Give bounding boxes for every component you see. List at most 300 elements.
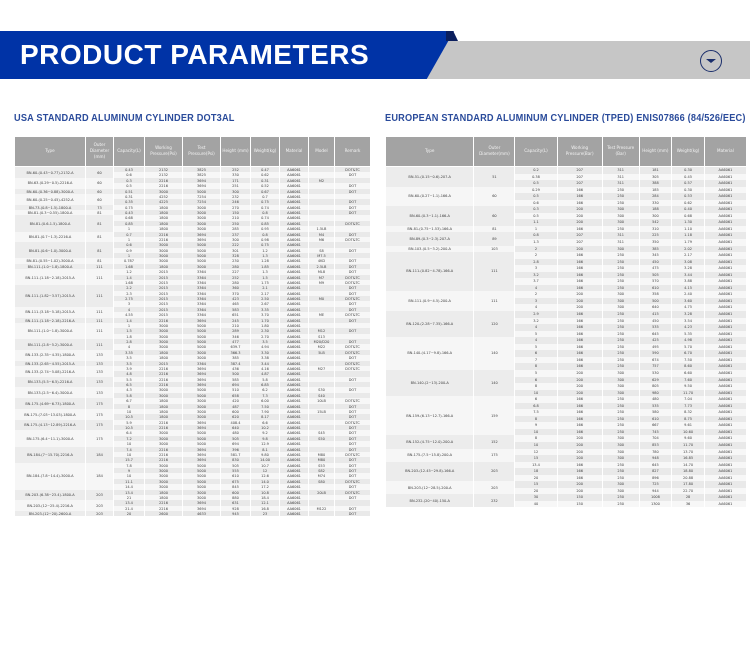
cell-value: 9.50 bbox=[672, 383, 705, 390]
cell-value: 3364 bbox=[183, 307, 221, 312]
cell-value: AA6061 bbox=[280, 215, 309, 220]
column-header: Outer Diameter(mm) bbox=[474, 137, 515, 167]
cell-value: 3000 bbox=[145, 479, 183, 484]
cell-value: 5000 bbox=[183, 484, 221, 489]
cell-value: 13.4 bbox=[515, 462, 557, 469]
cell-value: 171 bbox=[221, 178, 251, 183]
cell-value: S82 bbox=[309, 468, 335, 473]
cell-value: 3000 bbox=[145, 387, 183, 392]
cell-value: DOT bbox=[335, 189, 371, 194]
cell-value: 3694 bbox=[183, 377, 221, 382]
outer-diameter: 133 bbox=[86, 361, 114, 366]
cell-value: 200 bbox=[557, 304, 602, 311]
outer-diameter: 111 bbox=[86, 323, 114, 339]
cell-value: 4.94 bbox=[251, 344, 280, 349]
cell-value: AA6061 bbox=[280, 285, 309, 290]
cell-value: 5 bbox=[515, 344, 557, 351]
cell-value: AA6061 bbox=[280, 280, 309, 285]
cell-value: 2216 bbox=[145, 506, 183, 511]
cell-value: 237 bbox=[221, 232, 251, 237]
cell-value: AA6061 bbox=[704, 193, 746, 200]
cell-value: 166 bbox=[557, 193, 602, 200]
cell-value: 0.62 bbox=[672, 200, 705, 207]
cell-value: 5 bbox=[515, 331, 557, 338]
cell-value: 610 bbox=[221, 473, 251, 478]
cell-value: 3.30 bbox=[251, 350, 280, 355]
cell-value: 210 bbox=[221, 215, 251, 220]
cell-value: 3694 bbox=[183, 366, 221, 371]
cell-value: 250 bbox=[221, 221, 251, 226]
cell-value: 270 bbox=[221, 205, 251, 210]
cell-value: 1.18 bbox=[672, 232, 705, 239]
cell-value: 300 bbox=[602, 435, 639, 442]
cell-value: AA6061 bbox=[280, 307, 309, 312]
cell-value: AA6061 bbox=[280, 323, 309, 328]
cell-value: 2 bbox=[515, 291, 557, 298]
cell-value: 3694 bbox=[183, 183, 221, 188]
cell-value: 250 bbox=[602, 272, 639, 279]
cell-value: 7 bbox=[515, 357, 557, 364]
cell-value: 166 bbox=[557, 272, 602, 279]
cell-value: 207 bbox=[557, 174, 602, 181]
cell-value: 757 bbox=[639, 363, 672, 370]
cell-value: 5LB bbox=[309, 350, 335, 355]
cell-value: 36 bbox=[672, 501, 705, 508]
cell-value: 2216 bbox=[145, 366, 183, 371]
cell-value: AA6061 bbox=[280, 441, 309, 446]
cell-value: 2216 bbox=[145, 452, 183, 457]
cell-value: 200 bbox=[557, 370, 602, 377]
cell-value: 181 bbox=[639, 167, 672, 174]
cell-value: 3000 bbox=[183, 350, 221, 355]
cell-value: AA6061 bbox=[704, 311, 746, 318]
cell-value: 3.38 bbox=[251, 355, 280, 360]
cell-value: 207 bbox=[557, 239, 602, 246]
cell-value: 7254 bbox=[183, 199, 221, 204]
cell-value: 2015 bbox=[145, 291, 183, 296]
cell-value: AA6061 bbox=[704, 396, 746, 403]
cell-value: 0.68 bbox=[672, 213, 705, 220]
cell-value: 12.9 bbox=[251, 441, 280, 446]
cell-value: 5.9 bbox=[114, 420, 145, 425]
cell-value: 10.60 bbox=[672, 429, 705, 436]
outer-diameter: 81 bbox=[86, 210, 114, 215]
cell-value: 200 bbox=[557, 298, 602, 305]
cell-value: 300 bbox=[602, 455, 639, 462]
cell-value: DOT bbox=[335, 269, 371, 274]
cell-value: 250 bbox=[602, 226, 639, 233]
usa-section-title: USA STANDARD ALUMINUM CYLINDER DOT3AL bbox=[14, 113, 235, 124]
cell-value: 896 bbox=[639, 475, 672, 482]
cell-value: AA6061 bbox=[280, 291, 309, 296]
cell-value: 1800 bbox=[145, 226, 183, 231]
eu-table-header bbox=[386, 137, 747, 167]
cell-value: 7.4 bbox=[114, 447, 145, 452]
cell-value: 505 bbox=[221, 436, 251, 441]
cell-value: AA6061 bbox=[280, 436, 309, 441]
cell-value: AA6061 bbox=[280, 425, 309, 430]
cylinder-type: BN-140-(4.17~9.8)-166-A bbox=[386, 337, 474, 370]
cell-value: 500 bbox=[639, 298, 672, 305]
cell-value: DOT bbox=[335, 285, 371, 290]
cell-value: AA6061 bbox=[280, 167, 309, 173]
cell-value: 505 bbox=[639, 272, 672, 279]
cell-value: 6.85 bbox=[251, 382, 280, 387]
cell-value: 2216 bbox=[145, 457, 183, 462]
column-header: Model bbox=[309, 137, 335, 167]
cell-value: AA6061 bbox=[280, 420, 309, 425]
cell-value: 250 bbox=[602, 324, 639, 331]
cell-value: 17.80 bbox=[672, 481, 705, 488]
outer-diameter: 81 bbox=[86, 242, 114, 258]
cell-value: 300 bbox=[602, 206, 639, 213]
cell-value: 639.7 bbox=[221, 344, 251, 349]
cell-value: 5000 bbox=[183, 436, 221, 441]
cell-value: 6 bbox=[515, 396, 557, 403]
cell-value: AA6061 bbox=[704, 187, 746, 194]
cell-value: 3.9 bbox=[114, 366, 145, 371]
usa-table-header bbox=[15, 137, 371, 167]
cell-value: 246 bbox=[221, 199, 251, 204]
outer-diameter: 140 bbox=[474, 370, 515, 396]
cell-value: 0.75 bbox=[251, 242, 280, 247]
chevron-down-circle-icon[interactable] bbox=[700, 50, 722, 72]
cylinder-type: BN-60-(0.25~0.45)-4252-A bbox=[15, 194, 86, 205]
cell-value: 3364 bbox=[183, 285, 221, 290]
cell-value: 250 bbox=[602, 187, 639, 194]
cell-value: 0.7 bbox=[114, 232, 145, 237]
cell-value: 250 bbox=[602, 350, 639, 357]
cell-value: 3000 bbox=[145, 344, 183, 349]
cell-value: 2.02 bbox=[672, 246, 705, 253]
outer-diameter: 111 bbox=[474, 252, 515, 291]
cell-value: 5.70 bbox=[672, 344, 705, 351]
cell-value: 3364 bbox=[183, 312, 221, 317]
cell-value: 3000 bbox=[183, 226, 221, 231]
cell-value: AA6061 bbox=[704, 435, 746, 442]
cylinder-type: BN-133-(2.5~6.4)-3000-A bbox=[15, 387, 86, 398]
cell-value: 166 bbox=[557, 403, 602, 410]
cell-value: AA6061 bbox=[280, 404, 309, 409]
cell-value: 250 bbox=[602, 468, 639, 475]
cell-value: 300 bbox=[221, 189, 251, 194]
cell-value: 583 bbox=[221, 307, 251, 312]
outer-diameter: 232 bbox=[474, 494, 515, 507]
cell-value: 0.68 bbox=[114, 215, 145, 220]
cell-value: 7.2 bbox=[114, 436, 145, 441]
cell-value: 200 bbox=[557, 206, 602, 213]
cell-value: 10 bbox=[515, 429, 557, 436]
cell-value: 2015 bbox=[145, 296, 183, 301]
cell-value: 200 bbox=[557, 488, 602, 495]
cell-value: 311 bbox=[602, 174, 639, 181]
cell-value: 14.0 bbox=[251, 479, 280, 484]
cell-value: 5000 bbox=[183, 242, 221, 247]
table-row bbox=[386, 167, 747, 174]
cell-value: 8.32 bbox=[672, 409, 705, 416]
column-header: Test Pressure (Bar) bbox=[602, 137, 639, 167]
cell-value: 18.4 bbox=[251, 495, 280, 500]
cell-value: 250 bbox=[602, 252, 639, 259]
cell-value: 300 bbox=[639, 213, 672, 220]
cell-value: 928 bbox=[221, 506, 251, 511]
cell-value: DOT bbox=[335, 183, 371, 188]
cell-value: 1.8 bbox=[114, 334, 145, 339]
column-header: Type bbox=[15, 137, 86, 167]
cell-value: 408.4 bbox=[221, 420, 251, 425]
cell-value: 3000 bbox=[183, 221, 221, 226]
cell-value: 5000 bbox=[183, 344, 221, 349]
outer-diameter: 175 bbox=[86, 409, 114, 420]
cell-value: 3000 bbox=[183, 355, 221, 360]
cell-value: 7.60 bbox=[672, 377, 705, 384]
cell-value: 20 bbox=[114, 511, 145, 516]
cell-value: AA6061 bbox=[280, 500, 309, 505]
cell-value: S53 bbox=[309, 463, 335, 468]
cell-value: 3364 bbox=[183, 301, 221, 306]
cell-value: 2216 bbox=[145, 382, 183, 387]
cell-value: 3.28 bbox=[672, 311, 705, 318]
cell-value: 1.5 bbox=[251, 275, 280, 280]
cell-value: 12 bbox=[251, 468, 280, 473]
cell-value: 166 bbox=[557, 416, 602, 423]
cell-value: 310 bbox=[639, 226, 672, 233]
cell-value: AA6061 bbox=[704, 416, 746, 423]
cell-value: 500 bbox=[221, 371, 251, 376]
cell-value: 4.23 bbox=[672, 324, 705, 331]
cell-value: 166 bbox=[557, 344, 602, 351]
cell-value: AA6061 bbox=[704, 239, 746, 246]
cell-value: 10 bbox=[114, 441, 145, 446]
cell-value: 0.40 bbox=[672, 206, 705, 213]
cell-value: 4.15 bbox=[672, 285, 705, 292]
cell-value: 3.54 bbox=[672, 318, 705, 325]
cell-value: 166 bbox=[557, 396, 602, 403]
cell-value: 3.35 bbox=[251, 307, 280, 312]
cell-value: 6.00 bbox=[251, 398, 280, 403]
cell-value: 166 bbox=[557, 259, 602, 266]
cell-value: 2216 bbox=[145, 183, 183, 188]
cell-value: 0.85 bbox=[114, 221, 145, 226]
cell-value: AA6061 bbox=[704, 331, 746, 338]
cell-value: DOT bbox=[335, 301, 371, 306]
outer-diameter: 111 bbox=[86, 307, 114, 318]
cell-value: 3.35 bbox=[114, 350, 145, 355]
cell-value: AA6061 bbox=[280, 275, 309, 280]
cell-value: 3.2 bbox=[515, 318, 557, 325]
cell-value: 2216 bbox=[145, 500, 183, 505]
section-banner bbox=[0, 31, 750, 79]
cell-value: 640 bbox=[221, 425, 251, 430]
cell-value: DOT&TC bbox=[335, 221, 371, 226]
cell-value: 0.5 bbox=[515, 193, 557, 200]
cell-value: 250 bbox=[602, 501, 639, 508]
cell-value: 166 bbox=[557, 350, 602, 357]
cell-value: 694 bbox=[221, 382, 251, 387]
cell-value: 8 bbox=[114, 404, 145, 409]
cylinder-type: BN-81-(0.6-1.5)-1800-A bbox=[15, 215, 86, 231]
cylinder-type: BN-175-(4.69~6.73)-1800-A bbox=[15, 398, 86, 409]
cell-value: AA6061 bbox=[280, 318, 309, 323]
cell-value: AA6061 bbox=[704, 488, 746, 495]
cell-value: M4 bbox=[309, 232, 335, 237]
cell-value: 0.9 bbox=[114, 248, 145, 253]
cell-value: 166 bbox=[557, 200, 602, 207]
cell-value: 5 bbox=[515, 370, 557, 377]
cell-value: 2.8 bbox=[515, 259, 557, 266]
cell-value: 7.3 bbox=[251, 393, 280, 398]
cell-value: 0.8 bbox=[515, 232, 557, 239]
cell-value: 3.88 bbox=[672, 278, 705, 285]
cell-value: 1.85 bbox=[251, 264, 280, 269]
cell-value: 0.35 bbox=[114, 199, 145, 204]
cell-value: 2600 bbox=[145, 511, 183, 516]
cell-value: 2216 bbox=[145, 178, 183, 183]
cell-value: 2216 bbox=[145, 447, 183, 452]
cell-value: 2216 bbox=[145, 420, 183, 425]
cell-value: 1.3 bbox=[251, 253, 280, 258]
column-header: Outer Diameter (mm) bbox=[86, 137, 114, 167]
cell-value: 9.60 bbox=[672, 435, 705, 442]
cell-value: 16.85 bbox=[672, 455, 705, 462]
cell-value: 10.5 bbox=[114, 414, 145, 419]
cell-value: AA6061 bbox=[280, 377, 309, 382]
cell-value: 250 bbox=[602, 494, 639, 501]
cell-value: 21 bbox=[114, 495, 145, 500]
cell-value: 5000 bbox=[183, 468, 221, 473]
cell-value: DOT&TC bbox=[335, 280, 371, 285]
cell-value: 9 bbox=[114, 468, 145, 473]
cell-value: 480 bbox=[639, 396, 672, 403]
cell-value: 3364 bbox=[183, 280, 221, 285]
outer-diameter: 152 bbox=[474, 435, 515, 448]
cell-value: 166 bbox=[557, 462, 602, 469]
cell-value: 150 bbox=[557, 501, 602, 508]
cell-value: 3.7 bbox=[515, 278, 557, 285]
cylinder-type: BN-133-(2.74~5.08)-2216-A bbox=[15, 366, 86, 377]
cell-value: 14.00 bbox=[251, 457, 280, 462]
cell-value: 28 bbox=[672, 494, 705, 501]
cell-value: 300 bbox=[602, 291, 639, 298]
outer-diameter: 111 bbox=[86, 318, 114, 323]
cell-value: 250 bbox=[602, 462, 639, 469]
cell-value: 3.60 bbox=[672, 298, 705, 305]
cell-value: 1 bbox=[114, 323, 145, 328]
cell-value: 166 bbox=[557, 409, 602, 416]
cell-value: DOT bbox=[335, 307, 371, 312]
cell-value: AA6061 bbox=[280, 178, 309, 183]
cylinder-type: BN-81-(0.6~1.0)-3000-A bbox=[15, 242, 86, 258]
cylinder-type: BN-203-(12~28.5)-200-A bbox=[386, 481, 474, 494]
cell-value: 230 bbox=[221, 258, 251, 263]
column-header: Weight(kg) bbox=[251, 137, 280, 167]
cell-value: AA6061 bbox=[280, 457, 309, 462]
cylinder-type: BN-175-(7.03~13.03)-1800-A bbox=[15, 409, 86, 420]
cell-value: 200 bbox=[557, 383, 602, 390]
cell-value: 3.5 bbox=[114, 355, 145, 360]
cell-value: 166 bbox=[557, 337, 602, 344]
cylinder-type: BN-89-(0.3~2.3)-207-A bbox=[386, 232, 474, 245]
cell-value: DOT bbox=[335, 404, 371, 409]
cell-value: 330 bbox=[639, 200, 672, 207]
cell-value: 5000 bbox=[183, 253, 221, 258]
cell-value: DOT bbox=[335, 484, 371, 489]
cell-value: DOT&TC bbox=[335, 275, 371, 280]
cylinder-type: BN-111-(1.18~2.18)-2216-A bbox=[15, 318, 86, 323]
cell-value: 3000 bbox=[183, 414, 221, 419]
cell-value: 17.2 bbox=[251, 484, 280, 489]
outer-diameter: 60 bbox=[86, 178, 114, 189]
cell-value: 3000 bbox=[183, 264, 221, 269]
cell-value: 250 bbox=[602, 357, 639, 364]
cell-value: 10.8 bbox=[251, 490, 280, 495]
cell-value: AA6061 bbox=[704, 501, 746, 508]
cell-value: 4 bbox=[114, 344, 145, 349]
cell-value: 2.8 bbox=[114, 339, 145, 344]
cell-value: AA6061 bbox=[280, 210, 309, 215]
cell-value: AA6061 bbox=[280, 511, 309, 516]
cylinder-type: BN-133-(2.65~4.55)-2015-A bbox=[15, 361, 86, 366]
cell-value: 6.8 bbox=[515, 403, 557, 410]
cell-value: 704 bbox=[639, 435, 672, 442]
cell-value: 5000 bbox=[183, 430, 221, 435]
cell-value: 200 bbox=[557, 219, 602, 226]
cell-value: 2 bbox=[515, 252, 557, 259]
cell-value: 23 bbox=[251, 511, 280, 516]
cell-value: 1.5 bbox=[114, 328, 145, 333]
cell-value: AA6061 bbox=[280, 473, 309, 478]
cell-value: 1800 bbox=[145, 205, 183, 210]
cell-value: 5000 bbox=[183, 393, 221, 398]
cell-value: 280 bbox=[221, 280, 251, 285]
outer-diameter: 81 bbox=[86, 232, 114, 243]
cell-value: 4 bbox=[515, 304, 557, 311]
cell-value: 166 bbox=[557, 357, 602, 364]
column-header: Material bbox=[280, 137, 309, 167]
cell-value: 185 bbox=[639, 187, 672, 194]
cylinder-type: BN-81-(0.75~1.53)-166-A bbox=[386, 226, 474, 233]
cell-value: 0.62 bbox=[251, 172, 280, 177]
cell-value: 396 bbox=[221, 447, 251, 452]
cell-value: AA6061 bbox=[280, 269, 309, 274]
cell-value: 5000 bbox=[183, 258, 221, 263]
cell-value: 4 bbox=[515, 285, 557, 292]
cell-value: 10 bbox=[114, 409, 145, 414]
cell-value: 166 bbox=[557, 265, 602, 272]
cell-value: 14.4 bbox=[114, 484, 145, 489]
cell-value: 5.8 bbox=[114, 393, 145, 398]
column-header: Weight(kg) bbox=[672, 137, 705, 167]
cell-value: 2.70 bbox=[251, 334, 280, 339]
cell-value: 745 bbox=[639, 429, 672, 436]
cell-value: 232 bbox=[221, 194, 251, 199]
cell-value: 12.1 bbox=[251, 500, 280, 505]
cylinder-type: BN-111-(0.82~4.78)-166-A bbox=[386, 252, 474, 291]
outer-diameter: 81 bbox=[86, 215, 114, 231]
cell-value: DOT bbox=[335, 387, 371, 392]
cell-value: 674 bbox=[639, 357, 672, 364]
cylinder-type: BN-81-(0.3~0.55)-1800-A bbox=[15, 210, 86, 215]
cell-value: 1 bbox=[114, 253, 145, 258]
cell-value: 450 bbox=[639, 259, 672, 266]
outer-diameter: 184 bbox=[86, 447, 114, 463]
cell-value: 251 bbox=[221, 183, 251, 188]
cell-value: 7.8 bbox=[114, 463, 145, 468]
cell-value: 250 bbox=[602, 285, 639, 292]
cell-value: DOT bbox=[335, 172, 371, 177]
cell-value: AA6061 bbox=[280, 506, 309, 511]
cylinder-type: BN-203-(12~20)-2600-A bbox=[15, 511, 86, 516]
